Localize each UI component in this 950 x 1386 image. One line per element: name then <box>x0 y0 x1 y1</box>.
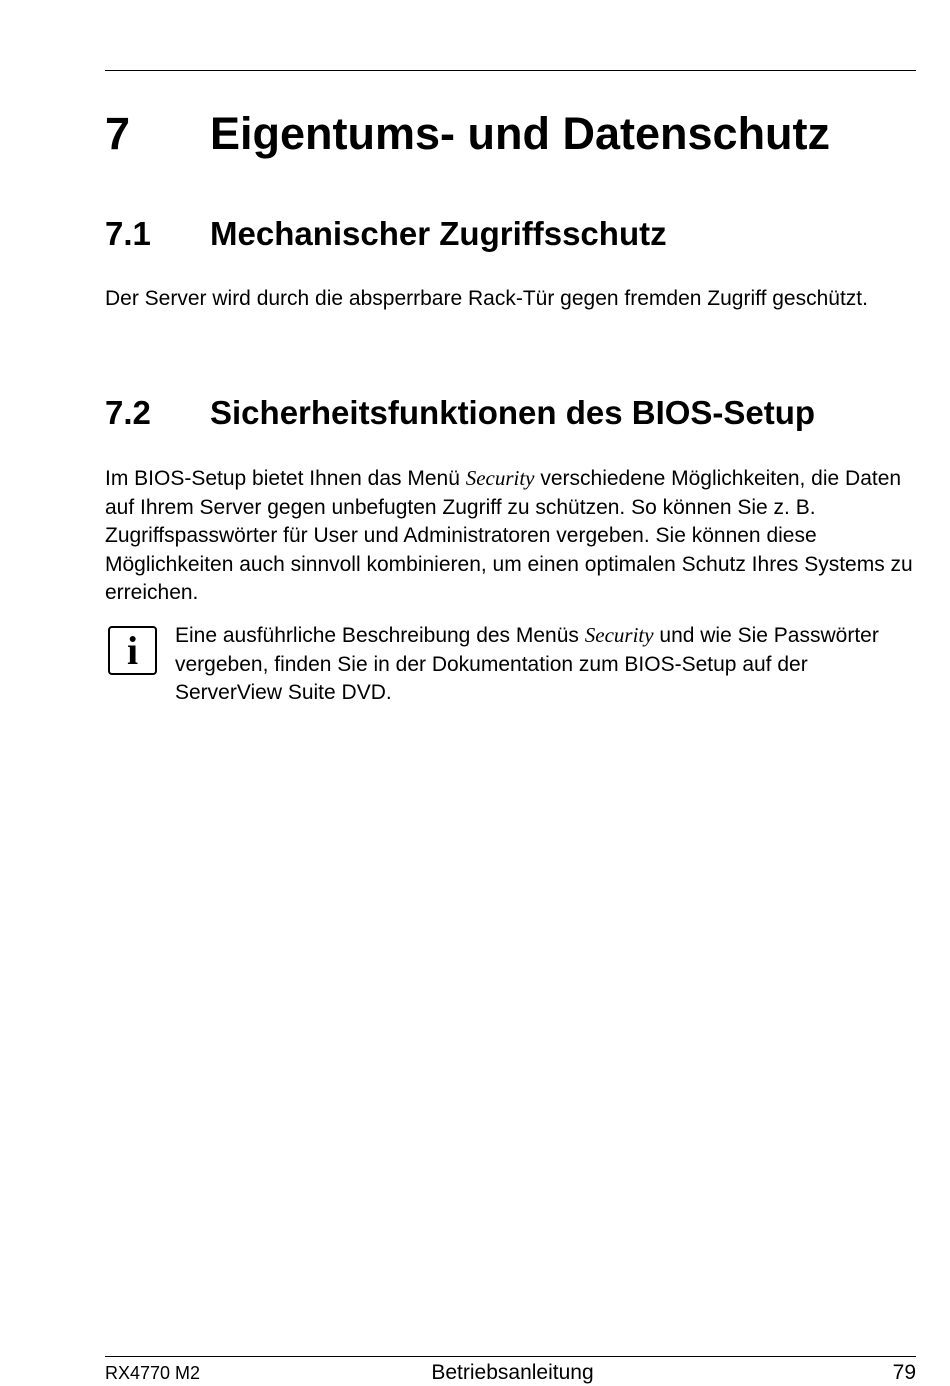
section-title: Mechanischer Zugriffsschutz <box>210 215 667 252</box>
section-title: Sicherheitsfunktionen des BIOS-Setup <box>210 394 816 431</box>
paragraph-text: verschiedene Möglichkeiten, die Daten auf Ihrem Server gegen unbefugten Zugriff zu schützen. So können Sie z. B. Zugriffspasswörter für User und Administratoren vergeben. Sie können diese Möglichkeiten auch sinnvoll kombinieren, um einen optimalen Schutz Ihres Systems zu erreichen. <box>105 467 913 604</box>
section-number: 7.2 <box>105 394 151 431</box>
section-heading-7-2 <box>105 393 916 433</box>
section-number: 7.1 <box>105 215 151 252</box>
info-icon: i <box>108 626 157 675</box>
menu-term-security: Security <box>465 466 535 490</box>
paragraph-text: Im BIOS-Setup bietet Ihnen das Menü <box>105 467 466 490</box>
chapter-heading <box>105 108 916 160</box>
footer-model: RX4770 M2 <box>105 1363 201 1383</box>
chapter-title: Eigentums- und Datenschutz <box>210 108 831 159</box>
chapter-number: 7 <box>105 108 131 159</box>
note-text: und wie Sie Passwörter vergeben, finden Sie in der Dokumentation zum BIOS-Setup auf der ServerView Suite DVD. <box>175 624 879 704</box>
page-number: 79 <box>892 1361 916 1384</box>
section-heading-7-1 <box>105 214 916 254</box>
footer-doc-title: Betriebsanleitung <box>431 1361 594 1384</box>
header-rule <box>105 70 916 71</box>
footer-rule <box>105 1356 916 1357</box>
section-7-2-paragraph <box>105 464 916 608</box>
note-text: Eine ausführliche Beschreibung des Menüs <box>175 624 585 647</box>
menu-term-security: Security <box>584 623 654 647</box>
section-7-1-paragraph: Der Server wird durch die absperrbare Rack-Tür gegen fremden Zugriff geschützt. <box>105 287 868 310</box>
info-note <box>175 621 920 708</box>
